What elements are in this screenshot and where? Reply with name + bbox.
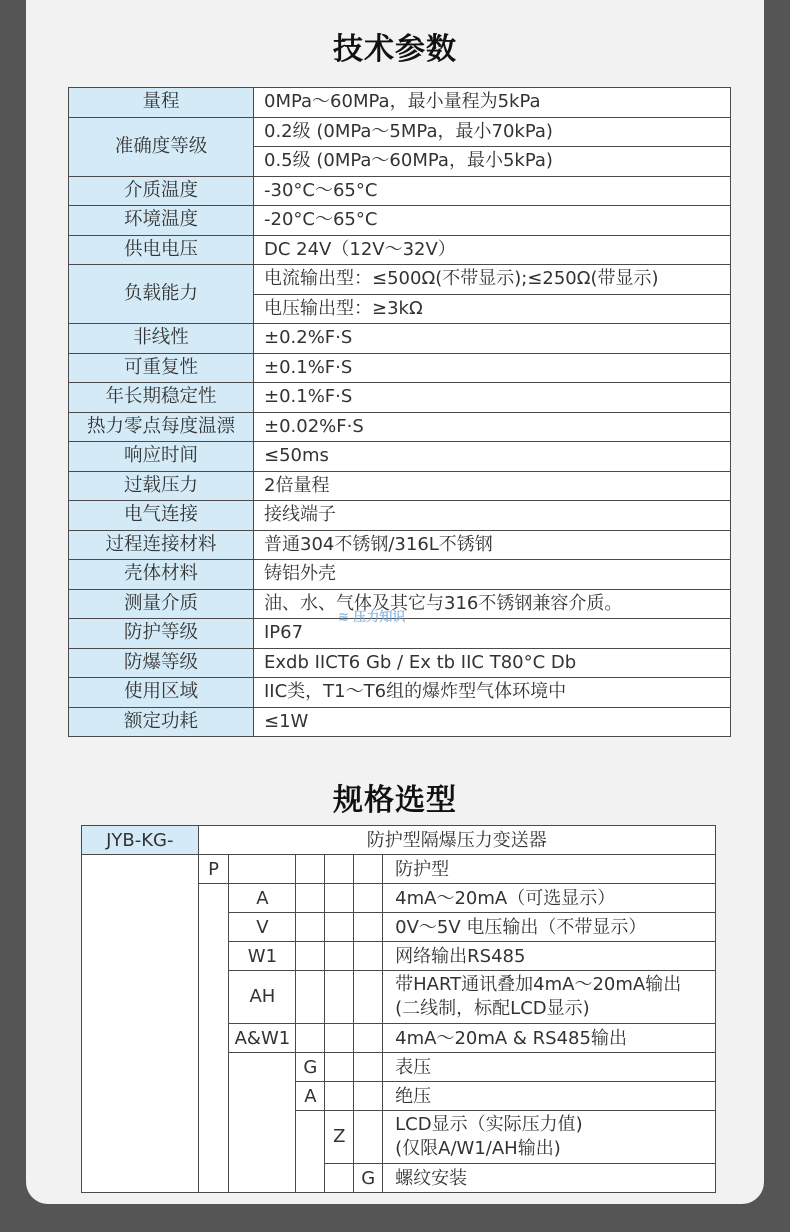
param-label: 年长期稳定性: [69, 383, 254, 413]
blank-cell: [198, 884, 229, 1193]
param-label: 防护等级: [69, 619, 254, 649]
param-row: [69, 88, 731, 118]
param-value: 0MPa～60MPa，最小量程为5kPa: [254, 88, 731, 118]
param-label: 过载压力: [69, 471, 254, 501]
param-value: 电压输出型：≥3kΩ: [254, 294, 731, 324]
blank-cell: [325, 1164, 354, 1193]
blank-cell: [296, 1111, 325, 1193]
param-label: 额定功耗: [69, 707, 254, 737]
param-row: [69, 412, 731, 442]
param-value: 2倍量程: [254, 471, 731, 501]
param-row: [69, 442, 731, 472]
param-value: -20°C～65°C: [254, 206, 731, 236]
desc-cell: 表压: [383, 1053, 716, 1082]
desc-cell: LCD显示（实际压力值) (仅限A/W1/AH输出): [383, 1111, 716, 1164]
param-label: 使用区域: [69, 678, 254, 708]
param-value: 0.2级 (0MPa～5MPa，最小70kPa): [254, 117, 731, 147]
param-row: [69, 324, 731, 354]
param-value: ≤50ms: [254, 442, 731, 472]
code-cell: A&W1: [229, 1024, 296, 1053]
param-value: DC 24V（12V～32V）: [254, 235, 731, 265]
param-label: 过程连接材料: [69, 530, 254, 560]
param-value: 电流输出型：≤500Ω(不带显示);≤250Ω(带显示): [254, 265, 731, 295]
param-value: IP67: [254, 619, 731, 649]
code-cell: Z: [325, 1111, 354, 1164]
param-row: [69, 206, 731, 236]
param-value: IIC类，T1～T6组的爆炸型气体环境中: [254, 678, 731, 708]
param-label: 环境温度: [69, 206, 254, 236]
desc-cell: 4mA～20mA（可选显示）: [383, 884, 716, 913]
param-label: 测量介质: [69, 589, 254, 619]
product-name: 防护型隔爆压力变送器: [198, 826, 715, 855]
blank-cell: [229, 1053, 296, 1193]
param-row: [69, 383, 731, 413]
param-label: 电气连接: [69, 501, 254, 531]
blank-cell: [82, 855, 199, 1193]
param-value: ±0.02%F·S: [254, 412, 731, 442]
desc-cell: 0V～5V 电压输出（不带显示）: [383, 913, 716, 942]
tech-params-table: [68, 87, 731, 737]
section-title-spec-selection: 规格选型: [333, 783, 457, 818]
param-value: ±0.2%F·S: [254, 324, 731, 354]
param-label: 供电电压: [69, 235, 254, 265]
desc-cell: 带HART通讯叠加4mA～20mA输出 (二线制，标配LCD显示): [383, 971, 716, 1024]
param-row: [69, 678, 731, 708]
param-label: 热力零点每度温漂: [69, 412, 254, 442]
param-row: [69, 707, 731, 737]
desc-cell: 绝压: [383, 1082, 716, 1111]
spec-row-protection: [82, 855, 716, 884]
param-value: ±0.1%F·S: [254, 383, 731, 413]
code-cell: A: [296, 1082, 325, 1111]
param-label: 介质温度: [69, 176, 254, 206]
desc-cell: 螺纹安装: [383, 1164, 716, 1193]
model-prefix: JYB-KG-: [82, 826, 199, 855]
param-value: Exdb IICT6 Gb / Ex tb IIC T80°C Db: [254, 648, 731, 678]
param-row: [69, 176, 731, 206]
param-label: 准确度等级: [69, 117, 254, 176]
desc-cell: 防护型: [383, 855, 716, 884]
param-label: 量程: [69, 88, 254, 118]
code-cell: A: [229, 884, 296, 913]
param-label: 壳体材料: [69, 560, 254, 590]
param-value: 铸铝外壳: [254, 560, 731, 590]
spec-header-row: [82, 826, 716, 855]
code-cell: AH: [229, 971, 296, 1024]
param-value: ≤1W: [254, 707, 731, 737]
code-cell: G: [296, 1053, 325, 1082]
code-cell: V: [229, 913, 296, 942]
desc-cell: 4mA～20mA & RS485输出: [383, 1024, 716, 1053]
param-row: [69, 530, 731, 560]
param-label: 可重复性: [69, 353, 254, 383]
param-value: 0.5级 (0MPa～60MPa，最小5kPa): [254, 147, 731, 177]
param-row: [69, 265, 731, 295]
param-row: [69, 117, 731, 147]
param-label: 防爆等级: [69, 648, 254, 678]
param-value: 油、水、气体及其它与316不锈钢兼容介质。: [254, 589, 731, 619]
code-cell: G: [354, 1164, 383, 1193]
param-value: -30°C～65°C: [254, 176, 731, 206]
param-value: ±0.1%F·S: [254, 353, 731, 383]
param-row: [69, 648, 731, 678]
param-row: [69, 501, 731, 531]
section-title-tech-params: 技术参数: [333, 32, 457, 67]
param-label: 负载能力: [69, 265, 254, 324]
param-row: [69, 471, 731, 501]
desc-cell: 网络输出RS485: [383, 942, 716, 971]
param-row: [69, 353, 731, 383]
param-value: 普通304不锈钢/316L不锈钢: [254, 530, 731, 560]
param-row: [69, 560, 731, 590]
param-value: 接线端子: [254, 501, 731, 531]
watermark-logo: ≋ 压力知识: [338, 610, 406, 625]
param-label: 响应时间: [69, 442, 254, 472]
param-label: 非线性: [69, 324, 254, 354]
code-cell: W1: [229, 942, 296, 971]
param-row: [69, 235, 731, 265]
spec-selection-table: [81, 825, 716, 1193]
code-cell: P: [198, 855, 229, 884]
